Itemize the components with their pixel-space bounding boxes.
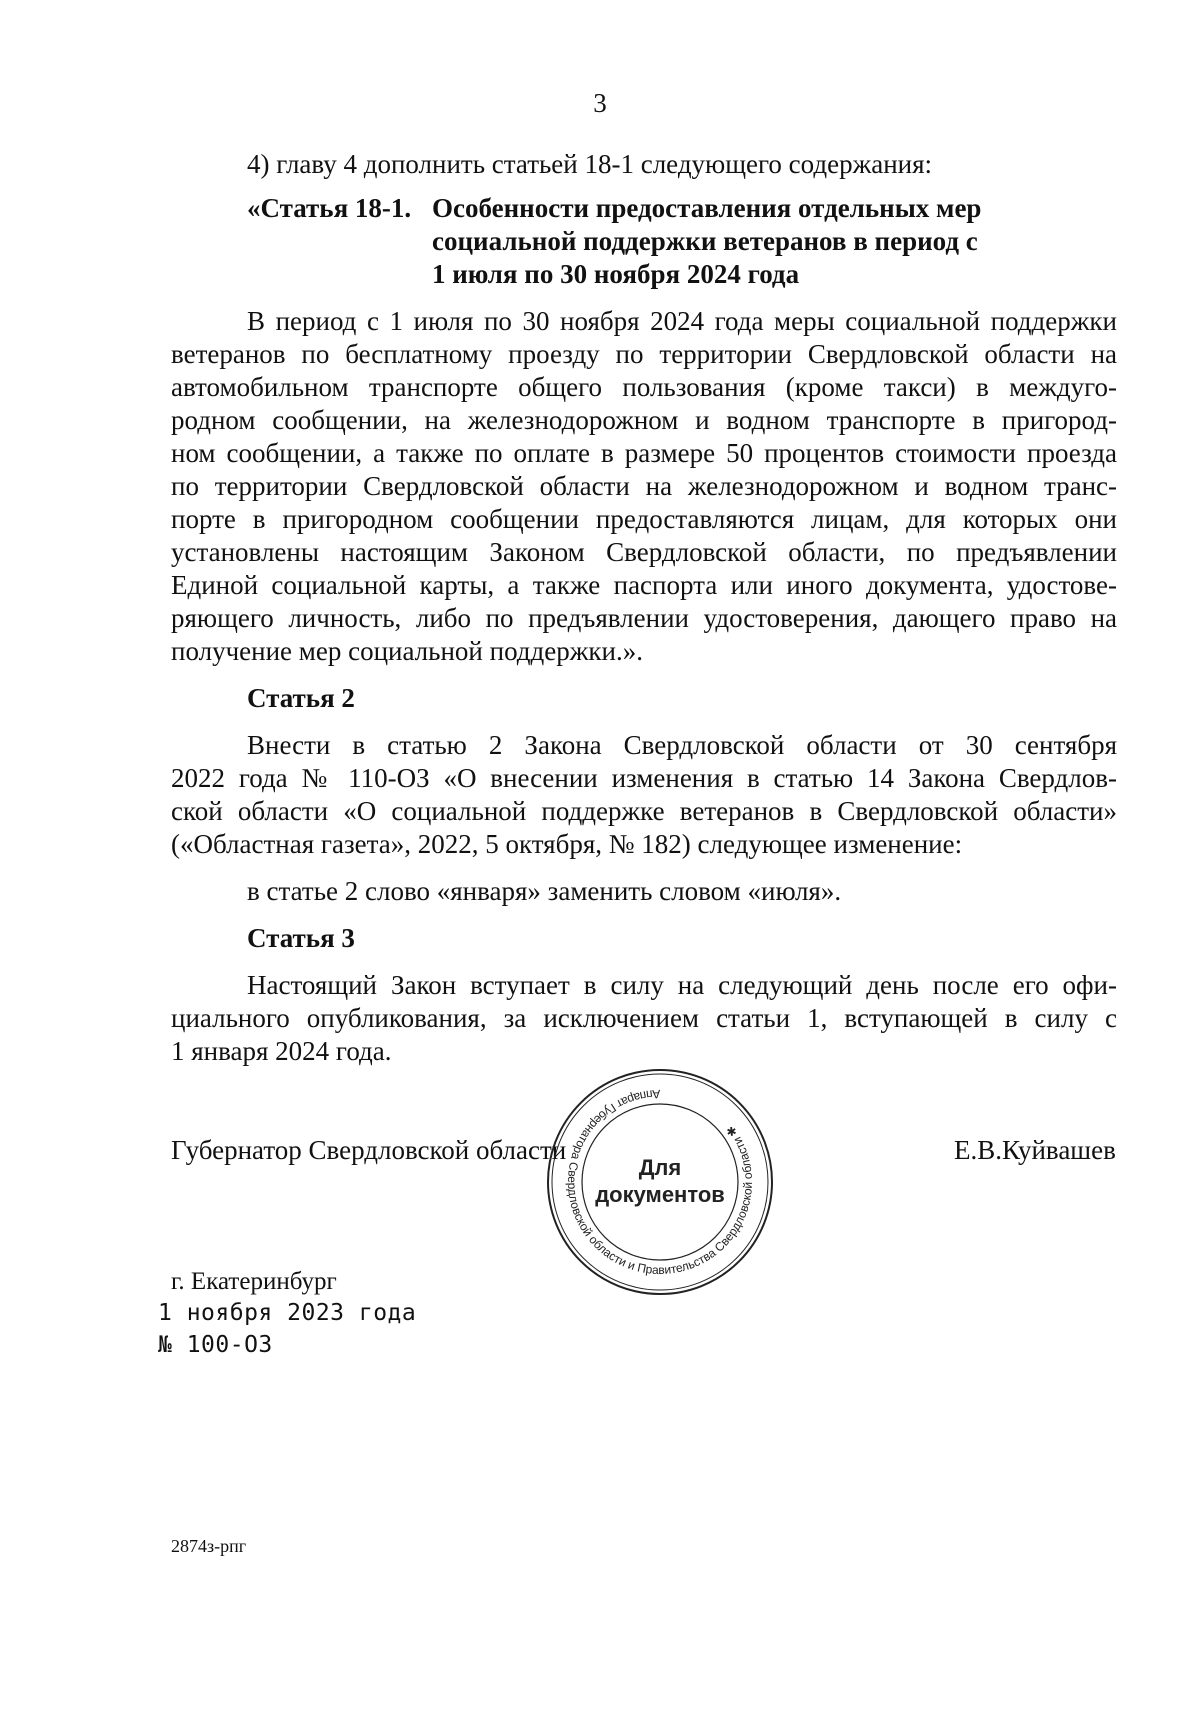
paragraph-line: ряющего личность, либо по предъявлении удостоверения, дающего право на (171, 603, 1117, 633)
stamp-ring-text: Аппарат Губернатора Свердловской области и Правительства Свердловской области ✱ (564, 1086, 756, 1278)
paragraph-line: порте в пригородном сообщении предоставляются лицам, для которых они (171, 504, 1117, 534)
article-2-heading: Статья 2 (247, 683, 355, 713)
paragraph-line: Единой социальной карты, а также паспорта или иного документа, удостове- (171, 570, 1117, 600)
paragraph-line: автомобильном транспорте общего пользования (кроме такси) в междуго- (171, 372, 1117, 402)
paragraph-line: ном сообщении, а также по оплате в размере 50 процентов стоимости проезда (171, 438, 1117, 468)
article-18-1-title: Особенности предоставления отдельных мер (432, 193, 982, 223)
amendment-intro: 4) главу 4 дополнить статьей 18-1 следующего содержания: (247, 149, 933, 179)
paragraph-line: 2022 года № 110-ОЗ «О внесении изменения в статью 14 Закона Свердлов- (171, 763, 1117, 793)
paragraph-line: по территории Свердловской области на железнодорожном и водном транс- (171, 471, 1117, 501)
paragraph-line: В период с 1 июля по 30 ноября 2024 года меры социальной поддержки (247, 306, 1117, 336)
paragraph-line: («Областная газета», 2022, 5 октября, № 182) следующее изменение: (171, 829, 963, 859)
page-number: 3 (593, 88, 607, 118)
signatory-name: Е.В.Куйвашев (954, 1135, 1116, 1165)
stamp-center-line: Для (638, 1155, 682, 1180)
paragraph-line: 1 января 2024 года. (171, 1036, 392, 1066)
place-of-signing: г. Екатеринбург (171, 1268, 337, 1295)
article-18-1-title: 1 июля по 30 ноября 2024 года (432, 259, 800, 289)
law-number: № 100-ОЗ (158, 1332, 273, 1358)
article-3-heading: Статья 3 (247, 923, 355, 953)
official-stamp (545, 1067, 775, 1297)
paragraph-line: Внести в статью 2 Закона Свердловской области от 30 сентября (247, 730, 1117, 760)
paragraph-line: родном сообщении, на железнодорожном и водном транспорте в пригород- (171, 405, 1117, 435)
paragraph-line: ветеранов по бесплатному проезду по территории Свердловской области на (171, 339, 1117, 369)
paragraph-line: установлены настоящим Законом Свердловской области, по предъявлении (171, 537, 1117, 567)
paragraph-line: Настоящий Закон вступает в силу на следующий день после его офи- (247, 970, 1117, 1000)
article-18-1-label: «Статья 18-1. (247, 193, 412, 223)
article-18-1-title: социальной поддержки ветеранов в период с (432, 226, 978, 256)
article-2-change: в статье 2 слово «января» заменить словом «июля». (247, 876, 842, 906)
stamp-center-line: документов (595, 1182, 725, 1207)
paragraph-line: получение мер социальной поддержки.». (171, 636, 643, 666)
paragraph-line: циального опубликования, за исключением статьи 1, вступающей в силу с (171, 1003, 1117, 1033)
document-code: 2874з-рпг (171, 1536, 247, 1556)
signatory-position: Губернатор Свердловской области (171, 1135, 567, 1165)
law-date: 1 ноября 2023 года (158, 1300, 417, 1326)
paragraph-line: ской области «О социальной поддержке ветеранов в Свердловской области» (171, 796, 1117, 826)
